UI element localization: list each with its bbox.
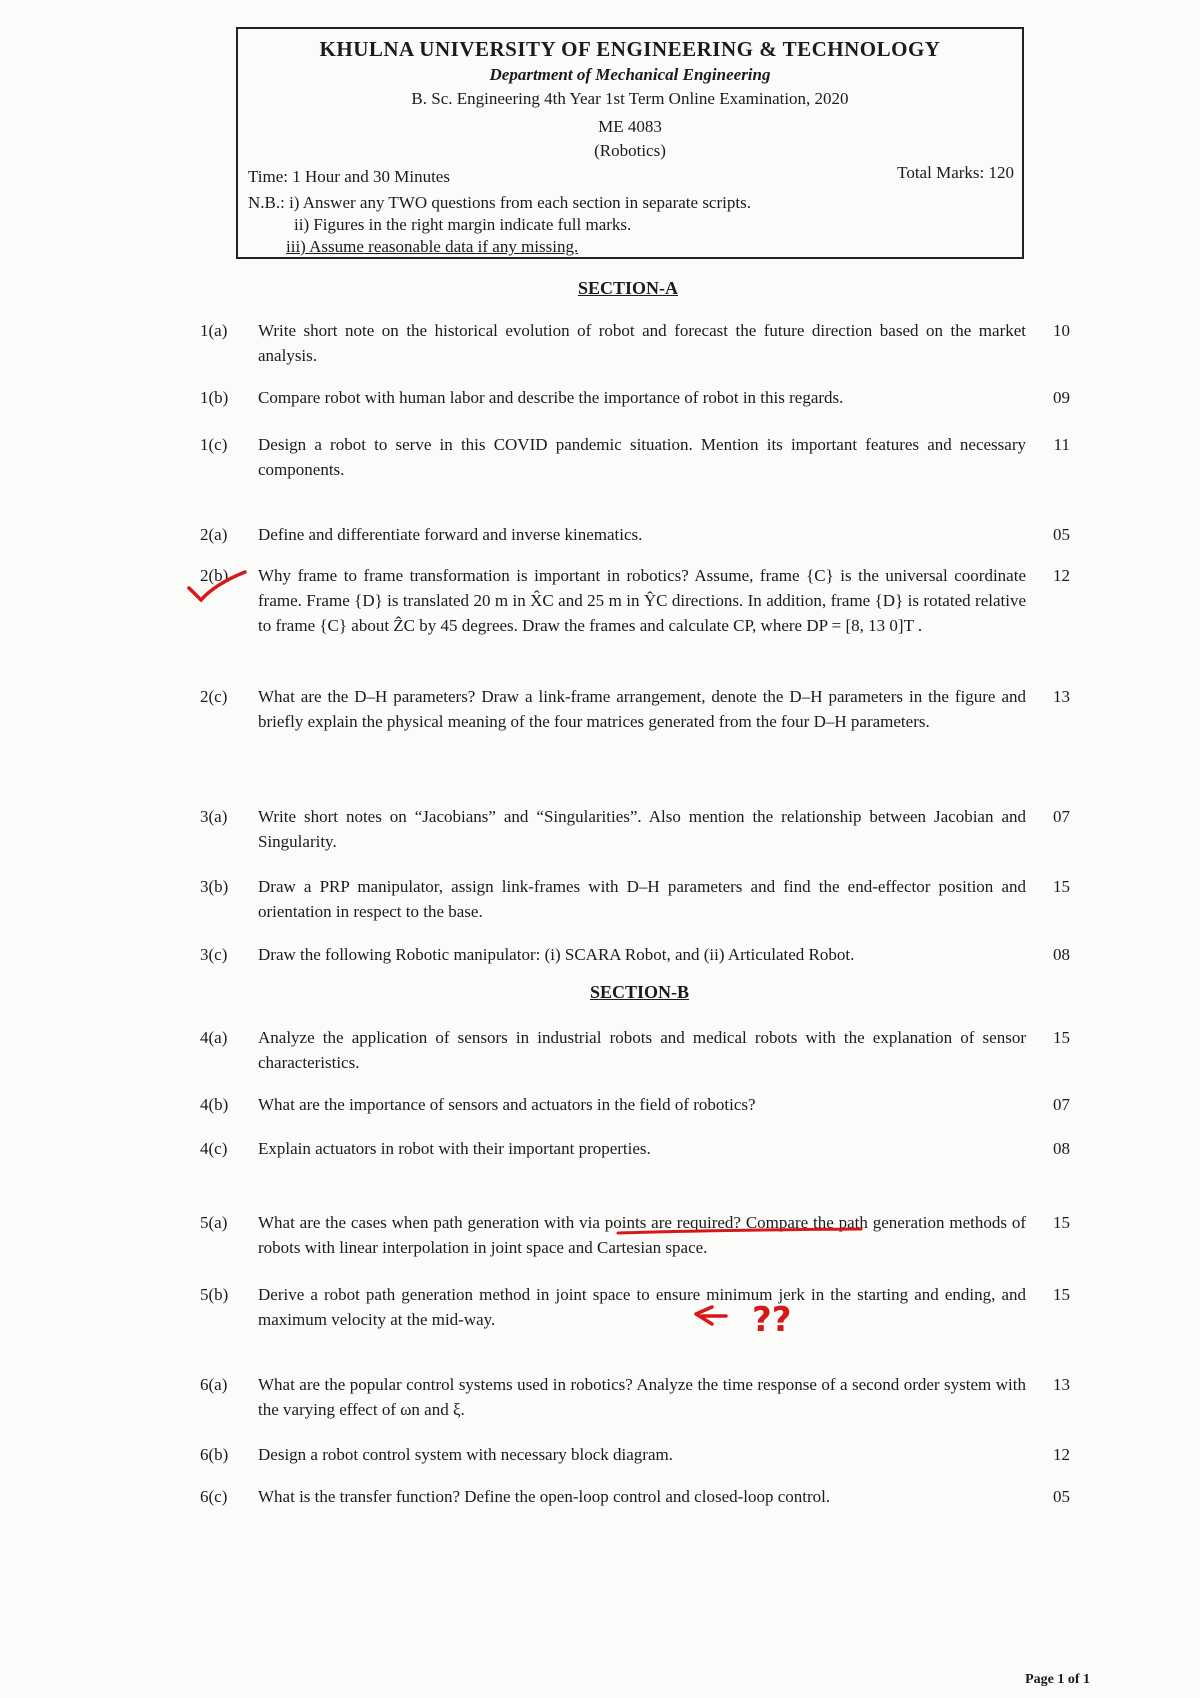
header-box xyxy=(236,27,1024,259)
page-number: Page 1 of 1 xyxy=(1025,1672,1090,1687)
question-number: 3(c) xyxy=(200,945,228,964)
instruction-3-text: iii) Assume reasonable data if any missing. xyxy=(286,237,579,256)
question-number: 6(b) xyxy=(200,1445,229,1464)
question-text: Write short note on the historical evolution of robot and forecast the future direction based on the market analysis. xyxy=(258,321,1026,365)
question-marks: 09 xyxy=(1053,388,1070,407)
exam-title: B. Sc. Engineering 4th Year 1st Term Online Examination, 2020 xyxy=(411,89,849,108)
question-text: What are the popular control systems used in robotics? Analyze the time response of a second order system with the varying effect of ωn and ξ. xyxy=(258,1375,1026,1419)
question-text: Draw the following Robotic manipulator: (i) SCARA Robot, and (ii) Articulated Robot. xyxy=(258,945,855,964)
question-marks-annotation: ?? xyxy=(752,1300,792,1340)
question-number: 6(a) xyxy=(200,1375,228,1394)
question-number: 2(a) xyxy=(200,525,228,544)
university-name: KHULNA UNIVERSITY OF ENGINEERING & TECHNOLOGY xyxy=(319,37,941,61)
course-title: (Robotics) xyxy=(594,141,666,160)
red-arrow-icon xyxy=(690,1302,730,1328)
instruction-1: N.B.: i) Answer any TWO questions from each section in separate scripts. xyxy=(248,193,751,212)
question-marks: 07 xyxy=(1053,807,1070,826)
exam-time: Time: 1 Hour and 30 Minutes xyxy=(248,167,450,186)
question-text: Compare robot with human labor and describe the importance of robot in this regards. xyxy=(258,388,844,407)
question-number: 6(c) xyxy=(200,1487,228,1506)
question-number: 5(a) xyxy=(200,1213,228,1232)
section-b-heading: SECTION-B xyxy=(590,982,690,1002)
question-number: 4(a) xyxy=(200,1028,228,1047)
question-text: What is the transfer function? Define the open-loop control and closed-loop control. xyxy=(258,1487,831,1506)
question-number: 4(b) xyxy=(200,1095,229,1114)
red-underline-annotation xyxy=(616,1227,866,1239)
question-text: Define and differentiate forward and inverse kinematics. xyxy=(258,525,643,544)
question-text: Explain actuators in robot with their important properties. xyxy=(258,1139,651,1158)
question-text: What are the cases when path generation with via points are required? Compare the path generation methods of robots with linear interpolation in joint space and Cartesian space. xyxy=(258,1213,1026,1257)
question-text: Why frame to frame transformation is important in robotics? Assume, frame {C} is the universal coordinate frame. Frame {D} is translated 20 m in X̂C and 25 m in ŶC directions. In addition, frame {D} is rotated relative to frame {C} about ẐC by 45 degrees. Draw the frames and calculate CP, where DP = [8, 13 0]T . xyxy=(258,566,1026,635)
question-number: 3(a) xyxy=(200,807,228,826)
question-marks: 10 xyxy=(1053,321,1070,340)
question-marks: 12 xyxy=(1053,566,1070,585)
question-text: What are the importance of sensors and actuators in the field of robotics? xyxy=(258,1095,756,1114)
question-text: What are the D–H parameters? Draw a link-frame arrangement, denote the D–H parameters in the figure and briefly explain the physical meaning of the four matrices generated from the four D–H parameters. xyxy=(258,687,1026,731)
question-number: 1(a) xyxy=(200,321,228,340)
question-marks: 15 xyxy=(1053,1285,1070,1304)
question-text: Design a robot control system with necessary block diagram. xyxy=(258,1445,673,1464)
instruction-2: ii) Figures in the right margin indicate full marks. xyxy=(294,215,632,234)
question-text: Analyze the application of sensors in industrial robots and medical robots with the explanation of sensor characteristics. xyxy=(258,1028,1026,1072)
instruction-3 xyxy=(286,237,578,257)
question-marks: 12 xyxy=(1053,1445,1070,1464)
question-number: 2(c) xyxy=(200,687,228,706)
question-marks: 08 xyxy=(1053,945,1070,964)
question-number: 3(b) xyxy=(200,877,229,896)
question-marks: 15 xyxy=(1053,1213,1070,1232)
course-code: ME 4083 xyxy=(598,117,662,136)
question-text: Draw a PRP manipulator, assign link-frames with D–H parameters and find the end-effector position and orientation in respect to the base. xyxy=(258,877,1026,921)
question-number: 1(b) xyxy=(200,388,229,407)
question-number: 4(c) xyxy=(200,1139,228,1158)
red-checkmark-icon xyxy=(185,568,255,608)
question-number: 2(b) xyxy=(200,566,229,585)
question-text: Write short notes on “Jacobians” and “Singularities”. Also mention the relationship between Jacobian and Singularity. xyxy=(258,807,1026,851)
question-marks: 15 xyxy=(1053,877,1070,896)
question-marks: 07 xyxy=(1053,1095,1070,1114)
question-marks: 08 xyxy=(1053,1139,1070,1158)
question-marks: 15 xyxy=(1053,1028,1070,1047)
question-marks: 05 xyxy=(1053,525,1070,544)
question-text: Derive a robot path generation method in joint space to ensure minimum jerk in the starting and ending, and maximum velocity at the mid-way. xyxy=(258,1285,1026,1329)
question-number: 5(b) xyxy=(200,1285,229,1304)
question-marks: 13 xyxy=(1053,687,1070,706)
question-marks: 11 xyxy=(1053,435,1070,454)
question-marks: 13 xyxy=(1053,1375,1070,1394)
section-a-heading: SECTION-A xyxy=(578,278,679,298)
question-marks: 05 xyxy=(1053,1487,1070,1506)
question-number: 1(c) xyxy=(200,435,228,454)
department-name: Department of Mechanical Engineering xyxy=(489,65,771,84)
question-text: Design a robot to serve in this COVID pandemic situation. Mention its important features and necessary components. xyxy=(258,435,1026,479)
total-marks: Total Marks: 120 xyxy=(897,163,1014,182)
